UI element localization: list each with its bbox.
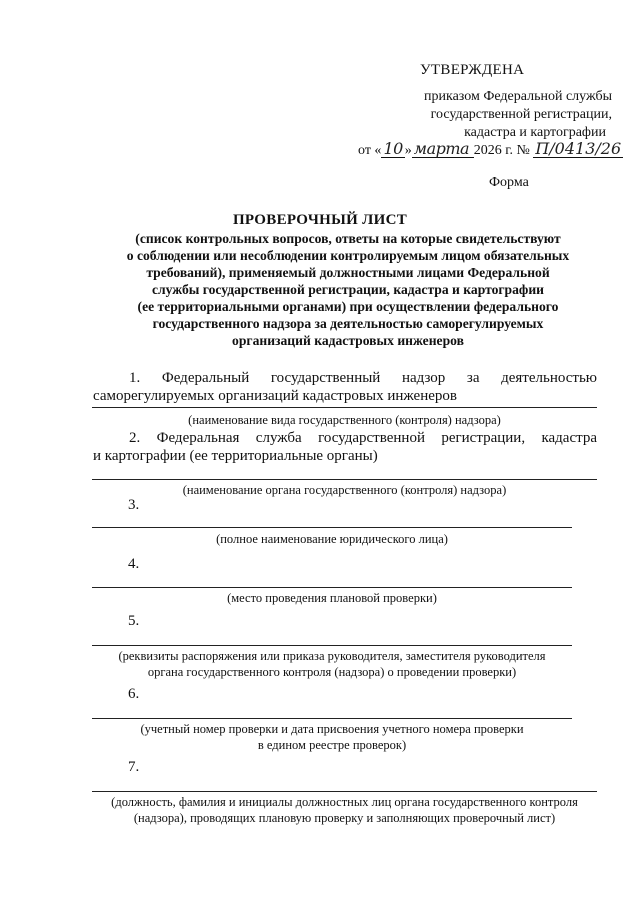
- item-7-caption-line: (должность, фамилия и инициалы должностных лиц органа государственного контроля: [111, 795, 578, 809]
- order-date-mid: »: [404, 143, 412, 158]
- subtitle-line: требований), применяемый должностными лицами Федеральной: [146, 265, 550, 280]
- subtitle-line: (список контрольных вопросов, ответы на которые свидетельствуют: [135, 231, 561, 246]
- item-1-fill-line: [92, 407, 597, 408]
- item-6-caption-line: (учетный номер проверки и дата присвоения учетного номера проверки: [140, 722, 524, 736]
- item-2-text: Федеральная служба государственной регистрации, кадастра: [156, 430, 598, 446]
- approval-line-3: кадастра и картографии: [464, 125, 606, 140]
- order-date-prefix: от «: [358, 143, 382, 158]
- approval-line-1: приказом Федеральной службы: [424, 89, 612, 104]
- approval-line-2: государственной регистрации,: [430, 107, 612, 122]
- order-number: П/0413/26: [535, 139, 622, 158]
- item-5-fill-line: [92, 645, 572, 646]
- order-date-year: 2026 г. №: [473, 143, 530, 158]
- item-3-number: 3.: [128, 497, 140, 513]
- order-date-month: марта: [412, 141, 474, 158]
- order-date-day: 10: [383, 139, 403, 158]
- item-7-caption: [92, 794, 597, 826]
- item-2-line-2: и картографии (ее территориальные органы): [93, 448, 378, 464]
- subtitle-line: (ее территориальными органами) при осуществлении федерального: [137, 299, 559, 314]
- approval-heading: УТВЕРЖДЕНА: [420, 62, 525, 78]
- subtitle-line: государственного надзора за деятельностью саморегулируемых: [152, 316, 544, 331]
- item-6-caption: [92, 721, 572, 753]
- item-1-text: Федеральный государственный надзор за деятельностью: [161, 370, 598, 386]
- item-5-number: 5.: [128, 613, 140, 629]
- item-2-caption: (наименование органа государственного (контроля) надзора): [182, 483, 507, 497]
- item-1-number: 1.: [129, 370, 141, 386]
- subtitle-line: о соблюдении или несоблюдении контролируемым лицом обязательных: [126, 248, 570, 263]
- item-5-caption-line: (реквизиты распоряжения или приказа руководителя, заместителя руководителя: [118, 649, 546, 663]
- item-5-caption: [92, 648, 572, 680]
- item-2-fill-line: [92, 479, 597, 480]
- subtitle-line: службы государственной регистрации, кадастра и картографии: [152, 282, 544, 297]
- subtitle-line: организаций кадастровых инженеров: [232, 333, 464, 348]
- item-4-fill-line: [92, 587, 572, 588]
- item-6-number: 6.: [128, 686, 140, 702]
- item-1-line-1: [93, 369, 597, 387]
- item-6-fill-line: [92, 718, 572, 719]
- item-6-caption-line: в едином реестре проверок): [257, 738, 407, 752]
- item-1-line-2: саморегулируемых организаций кадастровых инженеров: [93, 388, 457, 404]
- item-7-caption-line: (надзора), проводящих плановую проверку и заполняющих проверочный лист): [133, 811, 556, 825]
- item-7-number: 7.: [128, 759, 140, 775]
- item-3-fill-line: [92, 527, 572, 528]
- item-1-caption: (наименование вида государственного (контроля) надзора): [188, 413, 501, 427]
- document-subtitle: [78, 230, 618, 349]
- item-3-caption: (полное наименование юридического лица): [216, 532, 448, 546]
- item-4-caption: (место проведения плановой проверки): [227, 591, 437, 605]
- item-5-caption-line: органа государственного контроля (надзора) о проведении проверки): [147, 665, 517, 679]
- item-2-number: 2.: [129, 430, 141, 446]
- item-7-fill-line: [92, 791, 597, 792]
- item-4-number: 4.: [128, 556, 140, 572]
- document-title: ПРОВЕРОЧНЫЙ ЛИСТ: [232, 212, 408, 228]
- item-2-line-1: [93, 429, 597, 447]
- order-date-line: [358, 141, 623, 159]
- form-label: Форма: [489, 175, 529, 190]
